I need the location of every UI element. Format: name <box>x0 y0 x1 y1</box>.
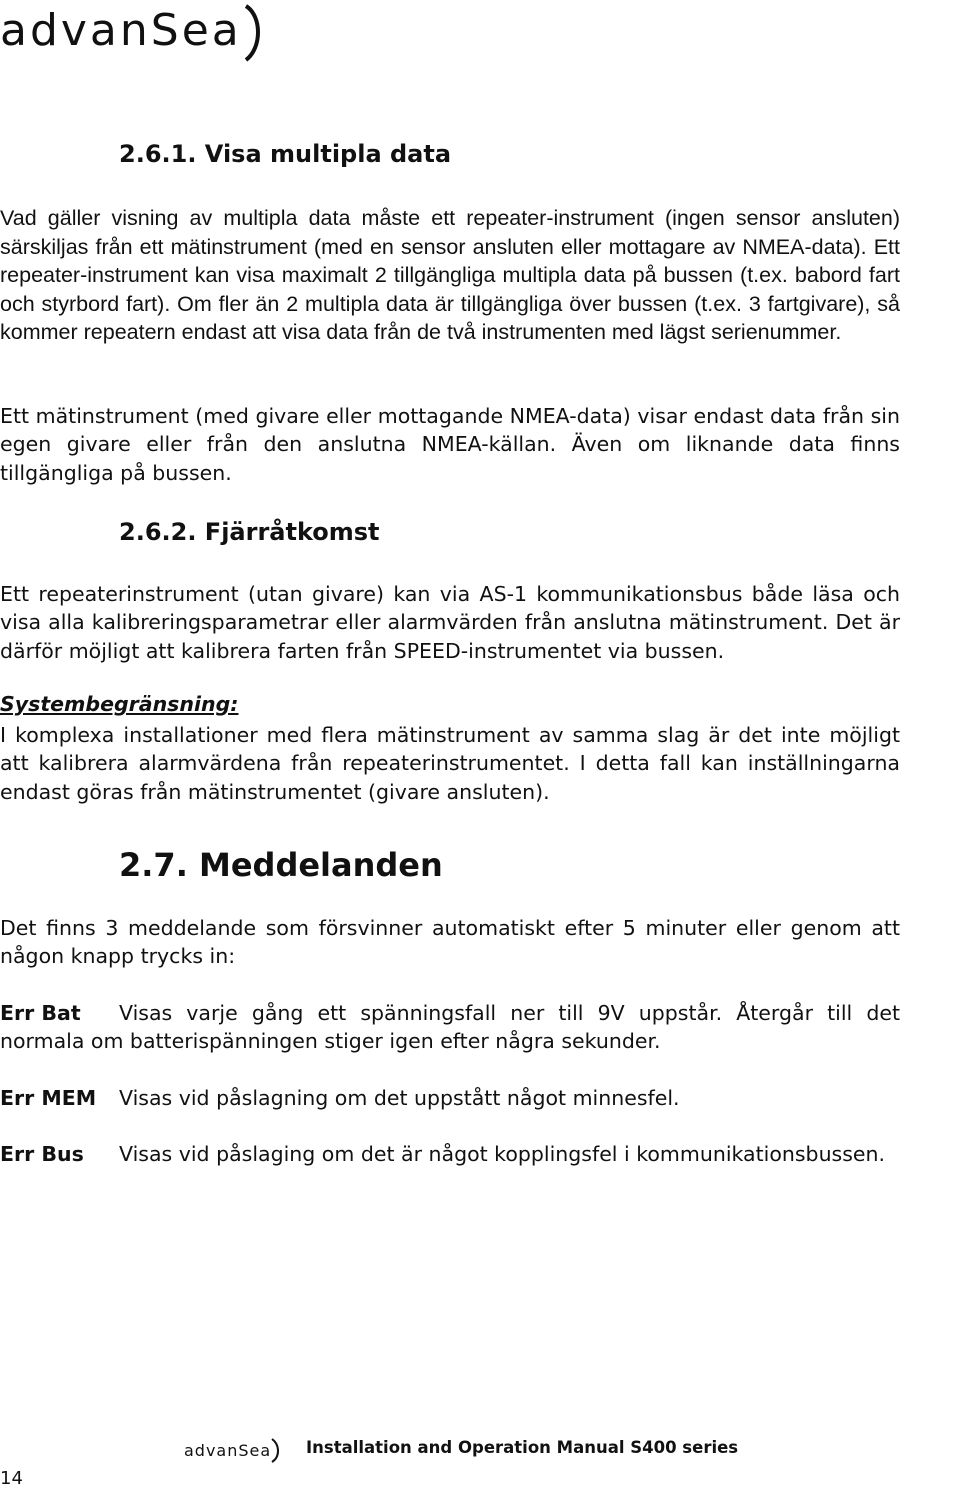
message-text: Visas vid påslaging om det är något kopplingsfel i kommunikationsbussen. <box>119 1142 886 1166</box>
message-item-err-bat <box>0 999 900 1056</box>
section-heading-2-7: 2.7. Meddelanden <box>119 846 443 884</box>
limitation-text: I komplexa installationer med flera mätinstrument av samma slag är det inte möjligt att kalibrera alarmvärdena från repeaterinstrumentet. I detta fall kan inställningarna endast göras från mätinstrumentet (givare ansluten). <box>0 723 900 804</box>
section-2-6-1-paragraph-2: Ett mätinstrument (med givare eller mottagande NMEA-data) visar endast data från sin egen givare eller från den anslutna NMEA-källan. Även om liknande data finns tillgängliga på bussen. <box>0 404 900 485</box>
section-heading-2-6-2: 2.6.2. Fjärråtkomst <box>119 518 380 546</box>
logo-swoosh-icon <box>246 6 258 60</box>
message-code: Err MEM <box>0 1086 97 1110</box>
page-number: 14 <box>0 1468 23 1489</box>
limitation-heading: Systembegränsning: <box>0 692 239 716</box>
section-heading-2-6-1: 2.6.1. Visa multipla data <box>119 140 452 168</box>
logo-wordmark: advanSea <box>0 5 242 56</box>
section-2-6-2-paragraph: Ett repeaterinstrument (utan givare) kan via AS-1 kommunikationsbus både läsa och visa alla kalibreringsparametrar eller alarmvärden från anslutna mätinstrument. Det är därför möjligt att kalibrera farten från SPEED-instrumentet via bussen. <box>0 582 900 663</box>
message-text: Visas varje gång ett spänningsfall ner till 9V uppstår. Återgår till det normala om batterispänningen stiger igen efter några sekunder. <box>0 1001 900 1054</box>
message-item-err-bus <box>0 1140 900 1168</box>
footer-logo-swoosh-icon <box>272 1439 278 1462</box>
section-2-6-1-paragraph-1: Vad gäller visning av multipla data måste ett repeater-instrument (ingen sensor ansluten) särskiljas från ett mätinstrument (med en sensor ansluten eller mottagare av NMEA-data). Ett repeater-instrument kan visa maximalt 2 tillgängliga multipla data på bussen (t.ex. babord fart och styrbord fart). Om fler än 2 multipla data är tillgängliga över bussen (t.ex. 3 fartgivare), så kommer repeatern endast att visa data från de två instrumenten med lägst serienummer. <box>0 206 900 345</box>
footer-advansea-logo <box>184 1436 284 1464</box>
messages-intro: Det finns 3 meddelande som försvinner automatiskt efter 5 minuter eller genom att någon knapp trycks in: <box>0 916 900 969</box>
message-text: Visas vid påslagning om det uppstått något minnesfel. <box>119 1086 680 1110</box>
advansea-logo <box>0 0 270 64</box>
message-code: Err Bat <box>0 1001 81 1025</box>
message-item-err-mem <box>0 1084 900 1112</box>
footer-title: Installation and Operation Manual S400 series <box>306 1438 739 1457</box>
footer-logo-wordmark: advanSea <box>184 1441 272 1460</box>
message-code: Err Bus <box>0 1142 84 1166</box>
